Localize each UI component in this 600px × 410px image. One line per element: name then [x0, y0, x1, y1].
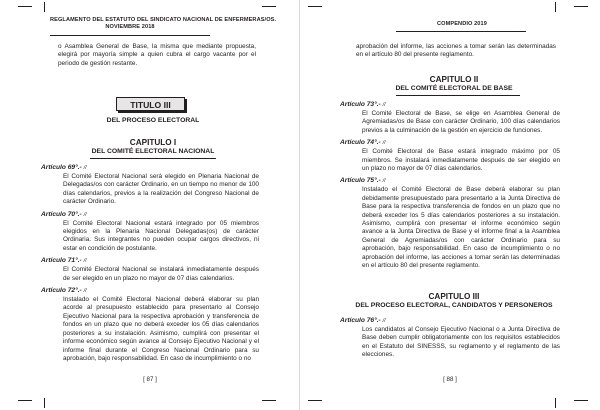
crop-mark [308, 400, 322, 401]
article-text: El Comité Electoral Nacional será elegido en Plenaria Nacional de Delegadas/os con carácter Ordinario, en un tiempo no menor de 100 días calendarios, previos a la realización del Congreso Nacional de carácter Ordinario. [63, 173, 259, 206]
article-label: Artículo 70°.- // [41, 210, 87, 218]
article-text: Instalado el Comité Electoral de Base deberá elaborar su plan debidamente presupuestado para presentarlo a la Junta Directiva de Base para la respectiva transferencia de fondos en un plazo que no deberá exceder los 5 días calendarios posteriores a su instalación. Asimismo, cumplirá con presentar el informe económico según avance a la Junta Directiva de Base y el informe final a la Asamblea General de Agremiadas/os con carácter Ordinario para su aprobación, bajo responsabilidad. En caso de incumplimiento o no aprobación del informe, las acciones a tomar serán las determinadas en el artículo 80 del presente reglamento. [362, 186, 560, 270]
edit-mark: // [83, 288, 87, 295]
edit-mark: // [382, 178, 386, 185]
article [340, 100, 560, 135]
titulo-subtitle: DEL PROCESO ELECTORAL [106, 117, 200, 124]
article-label: Artículo 75°.- // [340, 177, 386, 185]
running-header: COMPENDIO 2019 [437, 21, 487, 27]
crop-mark [262, 400, 276, 401]
running-header-date: NOVIEMBRE 2018 [105, 24, 155, 30]
running-header [50, 17, 277, 31]
running-header-title: REGLAMENTO DEL ESTATUTO DEL SINDICATO NACIONAL DE ENFERMERAS/OS. [50, 17, 277, 23]
article-label: Artículo 76°.- // [340, 317, 386, 324]
intro-paragraph: o Asamblea General de Base, la misma que mediante propuesta, elegirá por mayoría simple a quien cubra el cargo vacante por el periodo de gestión restante. [58, 43, 256, 67]
page-number: [ 88 ] [443, 376, 457, 383]
capitulo-subtitle: DEL PROCESO ELECTORAL, CANDIDATOS Y PERSONEROS [355, 302, 553, 309]
page-number: [ 87 ] [143, 376, 157, 383]
right-page [300, 0, 600, 410]
crop-mark [555, 398, 556, 408]
edit-mark: // [382, 140, 386, 147]
crop-mark [262, 6, 276, 7]
article [41, 256, 259, 283]
crop-mark [555, 2, 556, 12]
intro-paragraph: aprobación del informe, las acciones a tomar serán las determinadas en el artículo 80 del presente reglamento. [356, 43, 556, 59]
capitulo-subtitle: DEL COMITÉ ELECTORAL DE BASE [395, 85, 513, 92]
crop-mark [574, 400, 588, 401]
header-rule [396, 31, 526, 32]
crop-mark [44, 2, 45, 12]
article-label: Artículo 71°.- // [41, 257, 87, 265]
article-text: Los candidatos al Consejo Ejecutivo Nacional o a Junta Directiva de Base deben cumplir obligatoriamente con los requisitos establecidos en el Estatuto del SINESSS, su reglamento y el reglamento de las elecciones. [362, 326, 560, 359]
article-text: El Comité Electoral Nacional se instalará inmediatamente después de ser elegido en un plazo no mayor de 07 días calendarios. [63, 266, 259, 282]
article-label: Artículo 73°.- // [340, 101, 386, 108]
article-text: Instalado el Comité Electoral Nacional deberá elaborar su plan acorde al presupuesto establecido para presentarlo al Consejo Ejecutivo Nacional para la respectiva aprobación y transferencia de fondos en un plazo que no deberá exceder los 05 días calendarios posteriores a su instalación. Asimismo, cumplirá con presentar el informe económico según avance al Consejo Ejecutivo Nacional y el informe final durante el Congreso Nacional Ordinario para su aprobación, bajo responsabilidad. En caso de incumplimiento o no [63, 296, 259, 362]
article [41, 286, 259, 363]
capitulo-heading: CAPITULO I [129, 138, 177, 147]
article [41, 210, 259, 254]
capitulo-rule [396, 95, 520, 96]
capitulo-subtitle: DEL COMITÉ ELECTORAL NACIONAL [91, 148, 215, 155]
article [41, 163, 259, 207]
crop-mark [44, 398, 45, 408]
edit-mark: // [83, 211, 87, 218]
edit-mark: // [382, 318, 386, 324]
crop-mark [574, 6, 588, 7]
article [340, 176, 560, 270]
edit-mark: // [382, 102, 386, 108]
edit-mark: // [83, 165, 87, 171]
article-label: Artículo 69°.- // [41, 164, 87, 171]
crop-mark [18, 6, 32, 7]
crop-mark [308, 6, 322, 7]
article-text: El Comité Electoral de Base, se elige en Asamblea General de Agremiadas/os de Base con carácter Ordinario, 100 días calendarios previos a la culminación de la gestión en ejercicio de funciones. [362, 110, 560, 134]
crop-mark [18, 400, 32, 401]
article-label: Artículo 74°.- // [340, 139, 386, 147]
header-rule [50, 35, 210, 36]
capitulo-rule [90, 158, 216, 159]
capitulo-heading: CAPITULO II [429, 75, 479, 84]
article-text: El Comité Electoral de Base estará integrado máximo por 05 miembros. Se instalará inmediatamente después de ser elegido en un plazo no mayor de 07 días calendarios. [362, 148, 560, 173]
article-text: El Comité Electoral Nacional estará integrado por 05 miembros elegidos en la Plenaria Nacional Delegadas(os) de carácter Ordinaria. Sus integrantes no pueden ocupar cargos directivos, ni estar en condición de postulante. [63, 219, 259, 252]
article-label: Artículo 72°.- // [41, 287, 87, 295]
article-76 [340, 313, 560, 360]
edit-mark: // [83, 258, 87, 265]
capitulo-heading: CAPITULO III [428, 292, 480, 301]
article [340, 138, 560, 173]
right-articles [340, 97, 560, 271]
left-articles [41, 160, 259, 363]
titulo-box: TITULO III [116, 97, 185, 111]
